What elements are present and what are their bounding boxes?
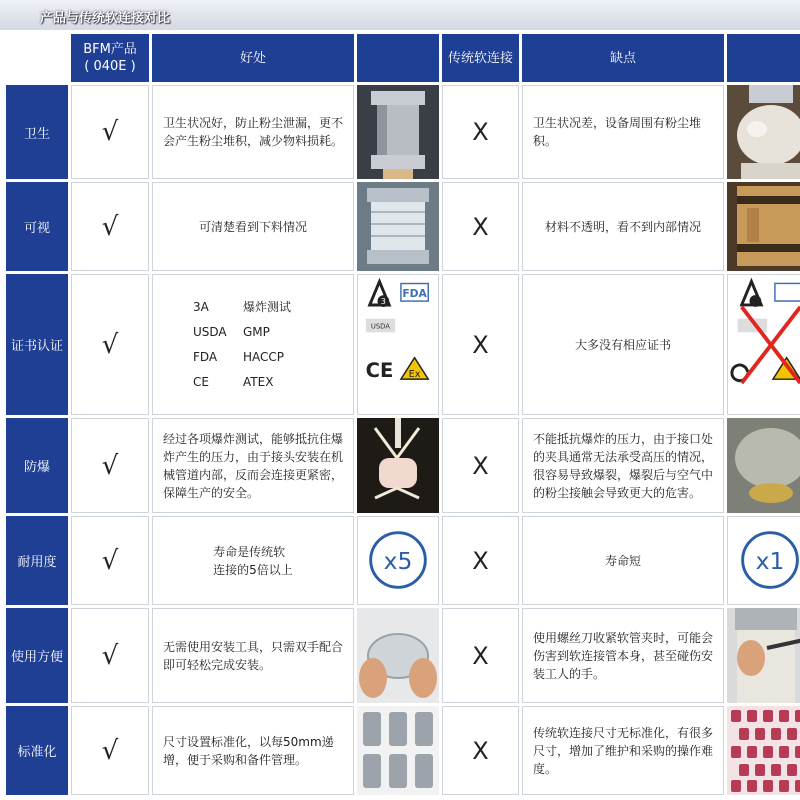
drawback-text: 寿命短 xyxy=(522,516,724,605)
certification-list xyxy=(152,274,354,415)
row-label-certification: 证书认证 xyxy=(6,274,68,415)
fda-logo-icon xyxy=(401,284,428,302)
traditional-cross xyxy=(442,608,519,703)
comparison-table xyxy=(6,34,796,786)
3a-logo-text: 3 xyxy=(380,297,386,307)
drawback-text: 卫生状况差，设备周围有粉尘堆积。 xyxy=(522,85,724,179)
bfm-check xyxy=(71,182,149,271)
check-mark-icon: √ xyxy=(101,545,119,576)
cert-name: ATEX xyxy=(243,375,274,389)
check-mark-icon: √ xyxy=(101,450,119,481)
bfm-certification-logos xyxy=(357,274,439,415)
header-bfm-label: BFM产品 ( 040E ) xyxy=(83,42,137,74)
cert-name: USDA xyxy=(193,325,227,339)
bfm-hand-install-photo xyxy=(357,608,439,703)
bfm-check xyxy=(71,418,149,513)
traditional-cross xyxy=(442,85,519,179)
benefit-text: 尺寸设置标准化，以每50mm递增，便于采购和备件管理。 xyxy=(152,706,354,795)
check-mark-icon: √ xyxy=(101,735,119,766)
3a-logo-icon xyxy=(370,282,390,307)
row-label-standardization: 标准化 xyxy=(6,706,68,795)
traditional-opaque-sleeve-photo xyxy=(727,182,800,271)
header-traditional-label: 传统软连接 xyxy=(447,50,513,66)
cross-mark-icon: X xyxy=(472,451,489,480)
header-benefit-label: 好处 xyxy=(239,50,266,66)
atex-ex-logo-icon xyxy=(401,358,428,381)
row-label-hygiene: 卫生 xyxy=(6,85,68,179)
header-corner xyxy=(6,34,68,82)
cert-name: 3A xyxy=(193,300,209,314)
bfm-explosion-test-photo xyxy=(357,418,439,513)
header-drawback xyxy=(522,34,724,82)
cross-mark-icon: X xyxy=(472,118,489,146)
traditional-cross xyxy=(442,182,519,271)
bfm-check xyxy=(71,85,149,179)
cross-mark-icon: X xyxy=(472,546,489,575)
ex-logo-text: Ex xyxy=(408,369,421,381)
traditional-connector-photo xyxy=(727,85,800,179)
cross-mark-icon: X xyxy=(472,212,489,241)
check-mark-icon: √ xyxy=(101,329,119,360)
bfm-check xyxy=(71,274,149,415)
drawback-text: 不能抵抗爆炸的压力，由于接口处的夹具通常无法承受高压的情况，很容易导致爆裂，爆裂后与空气中的粉尘接触会导致更大的危害。 xyxy=(522,418,724,513)
benefit-text: 可清楚看到下料情况 xyxy=(152,182,354,271)
x1-badge-text: x1 xyxy=(755,546,785,575)
cert-name: 爆炸测试 xyxy=(243,300,292,314)
drawback-text: 大多没有相应证书 xyxy=(522,274,724,415)
bfm-standard-sizes-photo xyxy=(357,706,439,795)
row-label-explosion-proof: 防爆 xyxy=(6,418,68,513)
traditional-cross xyxy=(442,706,519,795)
benefit-text: 经过各项爆炸测试，能够抵抗住爆炸产生的压力，由于接头安装在机械管道内部，反而会连接更紧密，保障生产的安全。 xyxy=(152,418,354,513)
title-bar xyxy=(0,0,800,30)
bfm-check xyxy=(71,608,149,703)
cert-name: CE xyxy=(193,375,209,389)
page-title: 产品与传统软连接对比 xyxy=(40,11,171,26)
usda-logo-icon xyxy=(366,319,395,333)
check-mark-icon: √ xyxy=(101,211,119,242)
ce-logo-text: CE xyxy=(365,359,394,383)
x5-badge-text: x5 xyxy=(383,546,413,575)
header-benefit xyxy=(152,34,354,82)
traditional-cross xyxy=(442,516,519,605)
header-bfm xyxy=(71,34,149,82)
durability-x5-badge xyxy=(357,516,439,605)
traditional-many-sizes-photo xyxy=(727,706,800,795)
header-bfm-image xyxy=(357,34,439,82)
check-mark-icon: √ xyxy=(101,640,119,671)
drawback-text: 材料不透明，看不到内部情况 xyxy=(522,182,724,271)
benefit-text: 寿命是传统软 连接的5倍以上 xyxy=(152,516,354,605)
header-traditional-image xyxy=(727,34,800,82)
traditional-cross xyxy=(442,418,519,513)
cert-name: GMP xyxy=(243,325,270,339)
ce-logo-icon xyxy=(366,359,394,382)
cert-name: FDA xyxy=(193,350,218,364)
traditional-cross xyxy=(442,274,519,415)
bfm-check xyxy=(71,516,149,605)
traditional-screwdriver-photo xyxy=(727,608,800,703)
benefit-text: 无需使用安装工具，只需双手配合即可轻松完成安装。 xyxy=(152,608,354,703)
row-label-visibility: 可视 xyxy=(6,182,68,271)
drawback-text: 传统软连接尺寸无标准化，有很多尺寸，增加了维护和采购的操作难度。 xyxy=(522,706,724,795)
bfm-check xyxy=(71,706,149,795)
cross-mark-icon: X xyxy=(472,736,489,765)
row-label-ease-of-use: 使用方便 xyxy=(6,608,68,703)
traditional-explosion-photo xyxy=(727,418,800,513)
benefit-text: 卫生状况好，防止粉尘泄漏，更不会产生粉尘堆积，减少物料损耗。 xyxy=(152,85,354,179)
drawback-text: 使用螺丝刀收紧软管夹时，可能会伤害到软连接管本身，甚至碰伤安装工人的手。 xyxy=(522,608,724,703)
header-traditional xyxy=(442,34,519,82)
cert-name: HACCP xyxy=(243,350,285,364)
check-mark-icon: √ xyxy=(101,117,119,147)
usda-logo-text: USDA xyxy=(370,322,390,331)
durability-x1-badge xyxy=(727,516,800,605)
bfm-connector-photo xyxy=(357,85,439,179)
traditional-certification-logos-crossed xyxy=(727,274,800,415)
row-label-durability: 耐用度 xyxy=(6,516,68,605)
cross-mark-icon: X xyxy=(472,330,489,359)
bfm-transparent-sleeve-photo xyxy=(357,182,439,271)
cross-mark-icon: X xyxy=(472,641,489,670)
fda-logo-text: FDA xyxy=(402,287,427,301)
header-drawback-label: 缺点 xyxy=(609,50,636,66)
